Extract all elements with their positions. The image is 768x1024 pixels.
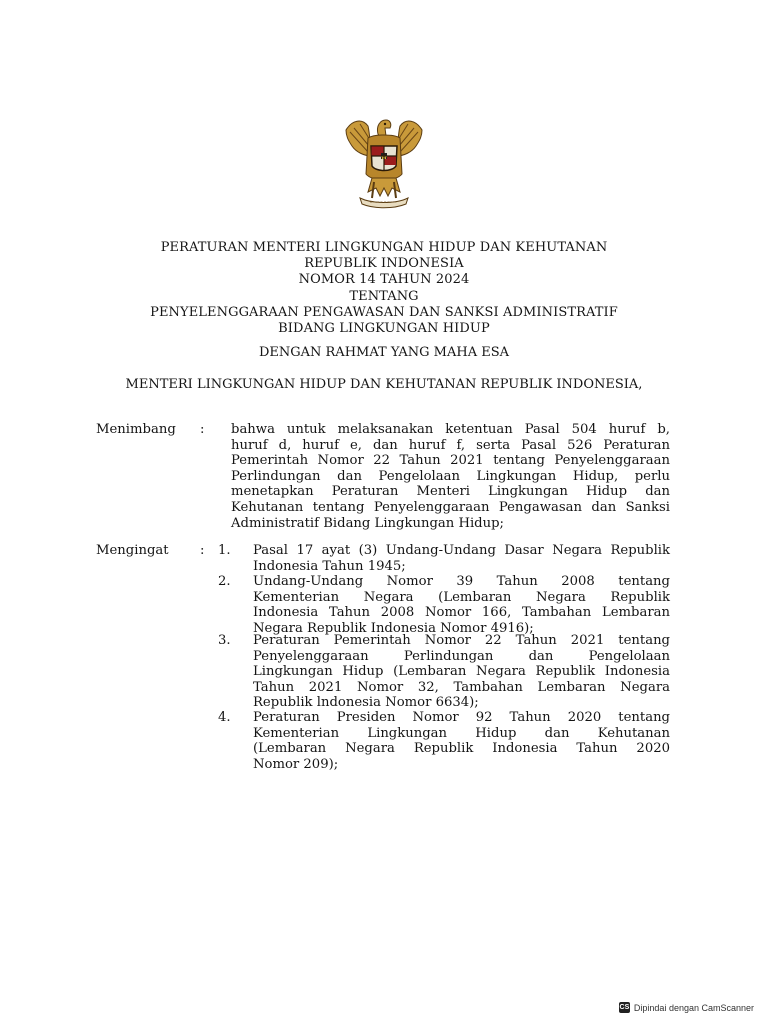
text-line: Administratif Bidang Lingkungan Hidup; <box>231 515 504 531</box>
item-number: 1. <box>218 543 231 558</box>
text-line: Perlindungan dan Pengelolaan Lingkungan Hidup, perlu <box>231 468 670 484</box>
mengingat-item-2 <box>253 574 670 636</box>
text-line: Peraturan Presiden Nomor 92 Tahun 2020 tentang <box>253 710 670 725</box>
text-line: bahwa untuk melaksanakan ketentuan Pasal 504 huruf b, <box>231 422 670 437</box>
mengingat-item-1 <box>253 543 670 574</box>
text-line: Tahun 2021 Nomor 32, Tambahan Lembaran Negara <box>253 679 670 695</box>
title-line: PENYELENGGARAAN PENGAWASAN DAN SANKSI ADMINISTRATIF <box>150 304 618 320</box>
text-line: Indonesia Tahun 2008 Nomor 166, Tambahan Lembaran <box>253 605 670 621</box>
mengingat-item-4 <box>253 710 670 772</box>
text-line: Kementerian Negara (Lembaran Negara Republik <box>253 589 670 605</box>
item-number: 3. <box>218 633 231 648</box>
title-line: TENTANG <box>349 288 419 304</box>
garuda-pancasila-emblem <box>338 112 430 212</box>
text-line: (Lembaran Negara Republik Indonesia Tahun 2020 <box>253 741 670 757</box>
minister-heading: MENTERI LINGKUNGAN HIDUP DAN KEHUTANAN REPUBLIK INDONESIA, <box>125 377 643 392</box>
mengingat-item-3 <box>253 633 670 711</box>
menimbang-colon: : <box>200 422 205 437</box>
text-line: Nomor 209); <box>253 756 339 772</box>
text-line: Kementerian Lingkungan Hidup dan Kehutanan <box>253 725 670 741</box>
text-line: Indonesia Tahun 1945; <box>253 558 406 574</box>
regulation-title <box>0 240 768 337</box>
text-line: Penyelenggaraan Perlindungan dan Pengelolaan <box>253 648 670 664</box>
title-line: PERATURAN MENTERI LINGKUNGAN HIDUP DAN KEHUTANAN <box>160 240 608 255</box>
item-number: 4. <box>218 710 231 725</box>
text-line: Peraturan Pemerintah Nomor 22 Tahun 2021 tentang <box>253 633 670 648</box>
text-line: Kehutanan tentang Penyelenggaraan Pengawasan dan Sanksi <box>231 499 670 515</box>
mengingat-label: Mengingat <box>96 543 169 558</box>
camscanner-icon: CS <box>619 1004 630 1011</box>
text-line: Undang-Undang Nomor 39 Tahun 2008 tentang <box>253 574 670 589</box>
title-line: NOMOR 14 TAHUN 2024 <box>298 272 470 288</box>
text-line: Negara Republik Indonesia Nomor 4916); <box>253 620 534 636</box>
invocation: DENGAN RAHMAT YANG MAHA ESA <box>258 345 510 360</box>
watermark-text: Dipindai dengan CamScanner <box>633 1002 754 1013</box>
menimbang-text <box>231 422 670 531</box>
title-line: REPUBLIK INDONESIA <box>304 256 464 272</box>
title-line: BIDANG LINGKUNGAN HIDUP <box>278 321 490 337</box>
text-line: huruf d, huruf e, dan huruf f, serta Pasal 526 Peraturan <box>231 437 670 453</box>
mengingat-colon: : <box>200 543 205 558</box>
camscanner-watermark <box>619 1002 754 1013</box>
text-line: Pasal 17 ayat (3) Undang-Undang Dasar Negara Republik <box>253 543 670 558</box>
text-line: Lingkungan Hidup (Lembaran Negara Republik Indonesia <box>253 664 670 680</box>
item-number: 2. <box>218 574 231 589</box>
text-line: Republik lndonesia Nomor 6634); <box>253 695 479 711</box>
menimbang-label: Menimbang <box>96 422 176 437</box>
text-line: Pemerintah Nomor 22 Tahun 2021 tentang Penyelenggaraan <box>231 453 670 469</box>
text-line: menetapkan Peraturan Menteri Lingkungan Hidup dan <box>231 484 670 500</box>
